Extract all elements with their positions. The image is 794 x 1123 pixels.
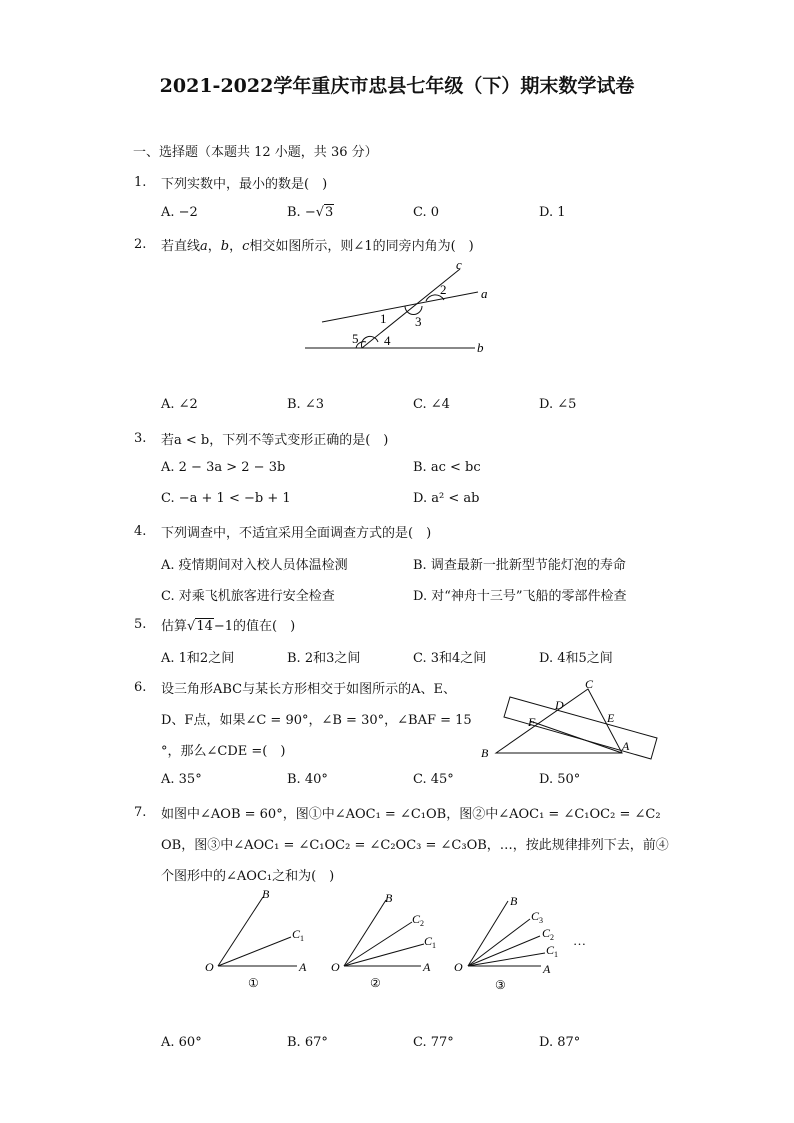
label-D: D xyxy=(555,698,564,712)
angle-label-1: 1 xyxy=(380,311,387,326)
label-B: B xyxy=(481,746,489,760)
option-a: A. 60° xyxy=(161,1035,202,1050)
section-heading: 一、选择题（本题共 12 小题，共 36 分） xyxy=(133,145,378,160)
label-F: F xyxy=(528,715,536,729)
angle-figure-1 xyxy=(205,887,307,990)
question-number: 3. xyxy=(134,431,147,446)
question-text-line: OB，图③中∠AOC₁ = ∠C₁OC₂ = ∠C₂OC₃ = ∠C₃OB，…，按此规律排列下去，前④ xyxy=(161,838,669,853)
label-a: a xyxy=(481,286,488,301)
angle-label-2: 2 xyxy=(440,282,447,297)
figure-angle-series xyxy=(200,885,610,995)
question-text-line: 如图中∠AOB = 60°，图①中∠AOC₁ = ∠C₁OB，图②中∠AOC₁ = ∠C₁OC₂ = ∠C₂ xyxy=(161,807,661,822)
question-number: 6. xyxy=(134,680,147,695)
angle-figure-3 xyxy=(454,894,558,992)
option-d: D. a² < ab xyxy=(413,491,480,506)
question-text: 估算√14−1的值在( ) xyxy=(161,619,296,634)
svg-text:O: O xyxy=(331,960,340,974)
option-d: D. 87° xyxy=(539,1035,581,1050)
question-text: 若直线a，b，c相交如图所示，则∠1的同旁内角为( ) xyxy=(161,239,474,254)
question-text-line: 设三角形ABC与某长方形相交于如图所示的A、E、 xyxy=(161,682,457,697)
question-text-line: D、F点，如果∠C = 90°，∠B = 30°，∠BAF = 15 xyxy=(161,713,472,728)
angle-label-4: 4 xyxy=(384,333,391,348)
svg-text:O: O xyxy=(454,960,463,974)
svg-text:A: A xyxy=(543,962,551,976)
option-c: C. 0 xyxy=(413,205,440,220)
option-d: D. 50° xyxy=(539,772,581,787)
option-a: A. 1和2之间 xyxy=(161,651,235,666)
label-b: b xyxy=(477,340,484,355)
question-number: 7. xyxy=(134,805,147,820)
angle-label-5: 5 xyxy=(352,331,359,346)
option-c: C. ∠4 xyxy=(413,397,450,412)
option-a: A. −2 xyxy=(161,205,198,220)
question-text-line: 个图形中的∠AOC₁之和为( ) xyxy=(161,869,335,884)
option-c: C. 77° xyxy=(413,1035,454,1050)
svg-text:O: O xyxy=(205,960,214,974)
option-b: B. 调查最新一批新型节能灯泡的寿命 xyxy=(413,558,626,573)
question-text-line: °，那么∠CDE =( ) xyxy=(161,744,286,759)
svg-text:B: B xyxy=(510,894,518,908)
option-b: B. 2和3之间 xyxy=(287,651,361,666)
option-c: C. 45° xyxy=(413,772,454,787)
label-E: E xyxy=(607,711,615,725)
option-b: B. ∠3 xyxy=(287,397,324,412)
option-b: B. 40° xyxy=(287,772,328,787)
svg-text:C1: $C_1$ xyxy=(292,927,305,943)
svg-text:B: B xyxy=(385,891,393,905)
option-d: D. ∠5 xyxy=(539,397,577,412)
option-a: A. 2 − 3a > 2 − 3b xyxy=(161,460,286,475)
svg-text:B: B xyxy=(262,887,270,901)
option-d: D. 1 xyxy=(539,205,566,220)
svg-text:②: ② xyxy=(370,976,381,990)
option-b: B. ac < bc xyxy=(413,460,481,475)
svg-text:C3: $C_3$ xyxy=(531,909,544,925)
question-text: 若a < b，下列不等式变形正确的是( ) xyxy=(161,433,389,448)
svg-text:C2: $C_2$ xyxy=(412,912,425,928)
option-c: C. −a + 1 < −b + 1 xyxy=(161,491,291,506)
ellipsis: … xyxy=(573,933,586,948)
svg-text:C1: $C_1$ xyxy=(546,943,559,959)
question-number: 1. xyxy=(134,175,147,190)
option-c: C. 3和4之间 xyxy=(413,651,487,666)
option-b: B. −√3 xyxy=(287,205,334,220)
label-c: c xyxy=(456,257,462,272)
label-C: C xyxy=(585,677,594,691)
angle-label-3: 3 xyxy=(415,314,422,329)
svg-text:A: A xyxy=(299,960,307,974)
question-number: 5. xyxy=(134,617,147,632)
figure-triangle-rectangle xyxy=(475,676,665,766)
option-a: A. 疫情期间对入校人员体温检测 xyxy=(161,558,348,573)
question-number: 4. xyxy=(134,524,147,539)
option-a: A. ∠2 xyxy=(161,397,198,412)
angle-figure-2 xyxy=(331,891,436,990)
svg-text:A: A xyxy=(423,960,431,974)
svg-text:①: ① xyxy=(248,976,259,990)
question-number: 2. xyxy=(134,237,147,252)
option-c: C. 对乘飞机旅客进行安全检查 xyxy=(161,589,335,604)
option-d: D. 4和5之间 xyxy=(539,651,613,666)
svg-text:C1: $C_1$ xyxy=(424,934,437,950)
option-b: B. 67° xyxy=(287,1035,328,1050)
figure-lines-abc xyxy=(300,256,500,366)
option-d: D. 对“神舟十三号”飞船的零部件检查 xyxy=(413,589,627,604)
page-title: 2021-2022学年重庆市忠县七年级（下）期末数学试卷 xyxy=(159,75,635,97)
option-a: A. 35° xyxy=(161,772,202,787)
question-text: 下列调查中，不适宜采用全面调查方式的是( ) xyxy=(161,526,432,541)
svg-text:C2: $C_2$ xyxy=(542,926,555,942)
label-A: A xyxy=(622,739,630,753)
svg-text:③: ③ xyxy=(495,978,506,992)
question-text: 下列实数中，最小的数是( ) xyxy=(161,177,328,192)
